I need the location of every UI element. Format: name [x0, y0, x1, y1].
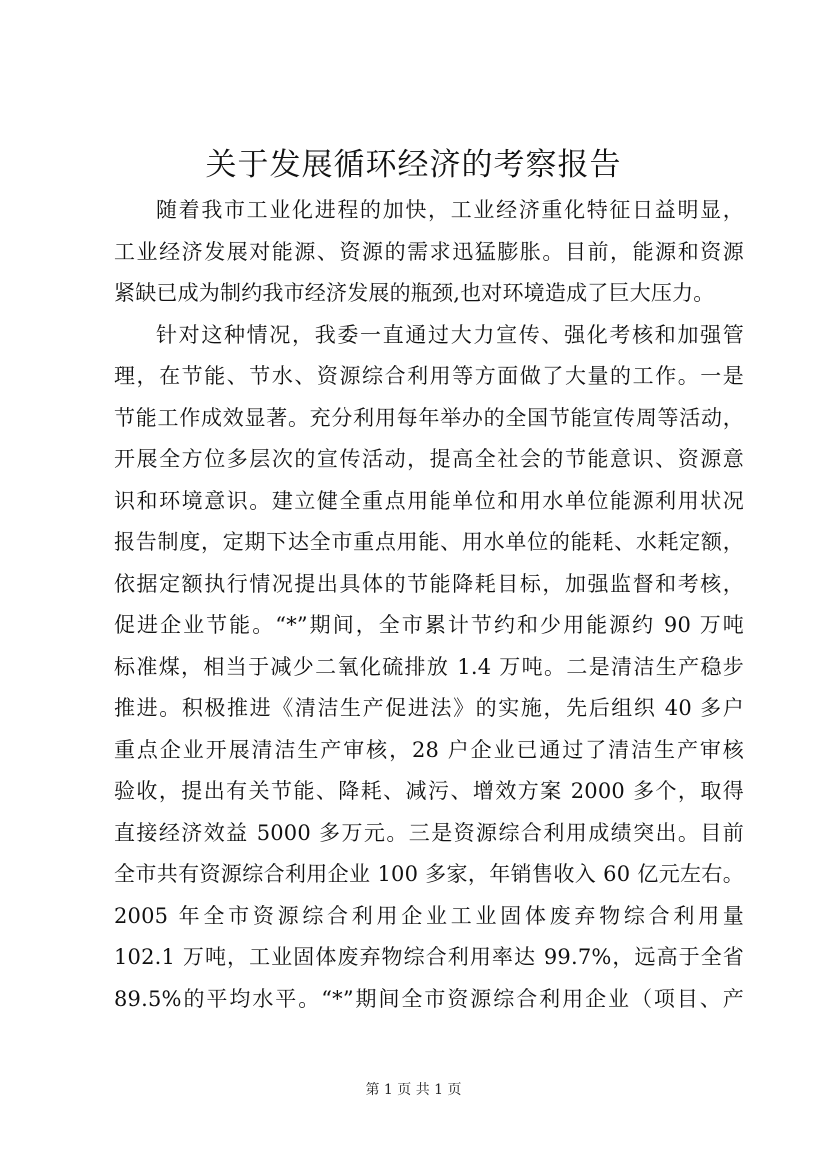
body-line: 依据定额执行情况提出具体的节能降耗目标，加强监督和考核， — [114, 571, 744, 596]
body-line: 理，在节能、节水、资源综合利用等方面做了大量的工作。一是 — [114, 364, 744, 388]
body-line: 89.5%的平均水平。“*”期间全市资源综合利用企业（项目、产 — [114, 986, 744, 1011]
body-line: 紧缺已成为制约我市经济发展的瓶颈,也对环境造成了巨大压力。 — [114, 281, 715, 305]
body-line: 识和环境意识。建立健全重点用能单位和用水单位能源利用状况 — [114, 488, 744, 513]
body-line: 推进。积极推进《清洁生产促进法》的实施，先后组织 40 多户 — [114, 696, 744, 720]
document-title: 关于发展循环经济的考察报告 — [205, 147, 622, 183]
body-line: 102.1 万吨，工业固体废弃物综合利用率达 99.7%，远高于全省 — [114, 945, 744, 969]
body-line: 随着我市工业化进程的加快，工业经济重化特征日益明显， — [156, 198, 744, 222]
body-line: 节能工作成效显著。充分利用每年举办的全国节能宣传周等活动， — [114, 405, 744, 430]
body-line: 全市共有资源综合利用企业 100 多家，年销售收入 60 亿元左右。 — [114, 862, 744, 886]
document-body — [114, 190, 744, 1020]
body-line: 标准煤，相当于减少二氧化硫排放 1.4 万吨。二是清洁生产稳步 — [114, 654, 744, 679]
body-line: 重点企业开展清洁生产审核，28 户企业已通过了清洁生产审核 — [114, 737, 744, 762]
body-line: 开展全方位多层次的宣传活动，提高全社会的节能意识、资源意 — [114, 447, 744, 471]
body-line: 直接经济效益 5000 多万元。三是资源综合利用成绩突出。目前 — [114, 820, 744, 845]
body-line: 验收，提出有关节能、降耗、减污、增效方案 2000 多个，取得 — [114, 779, 744, 803]
body-line: 针对这种情况，我委一直通过大力宣传、强化考核和加强管 — [156, 322, 744, 347]
body-line: 报告制度，定期下达全市重点用能、用水单位的能耗、水耗定额， — [114, 530, 744, 554]
body-line: 工业经济发展对能源、资源的需求迅猛膨胀。目前，能源和资源 — [114, 239, 744, 264]
body-line: 促进企业节能。“*”期间，全市累计节约和少用能源约 90 万吨 — [114, 613, 744, 637]
body-line: 2005 年全市资源综合利用企业工业固体废弃物综合利用量 — [114, 903, 744, 928]
page-number-footer: 第 1 页 共 1 页 — [365, 1082, 462, 1098]
